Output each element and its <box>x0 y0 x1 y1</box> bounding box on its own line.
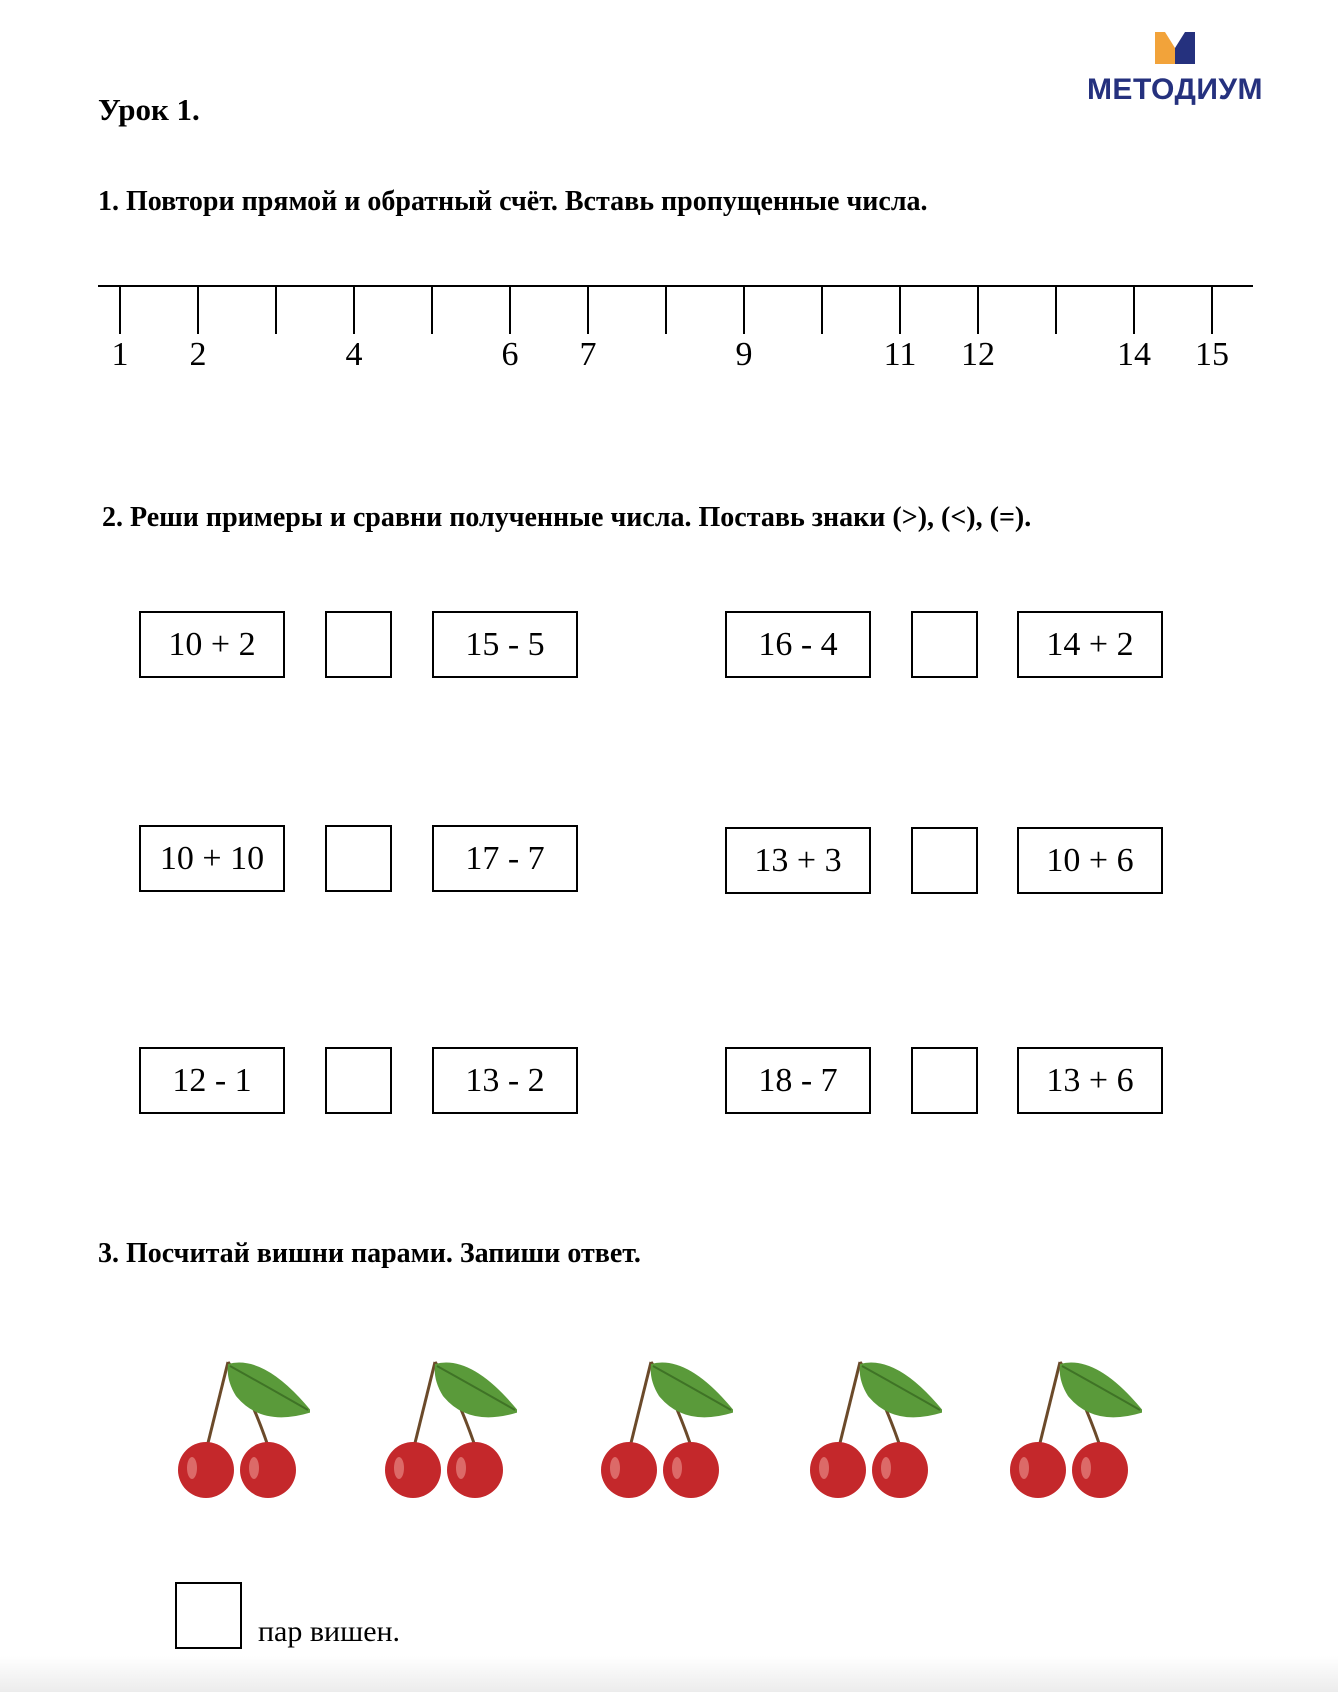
comparison-sign-box[interactable] <box>911 611 978 678</box>
tick-label: 14 <box>1117 336 1151 373</box>
comparison-sign-box[interactable] <box>911 1047 978 1114</box>
page-bottom-shadow <box>0 1656 1338 1692</box>
tick-label: 2 <box>189 336 207 373</box>
expression-box: 12 - 1 <box>139 1047 285 1114</box>
tick-label: 11 <box>883 336 917 373</box>
expression-box: 15 - 5 <box>432 611 578 678</box>
expression-box: 14 + 2 <box>1017 611 1163 678</box>
comparison-sign-box[interactable] <box>325 611 392 678</box>
comparison-sign-box[interactable] <box>325 1047 392 1114</box>
lesson-title: Урок 1. <box>98 92 200 127</box>
expression-box: 13 + 3 <box>725 827 871 894</box>
cherry-pair-icon <box>802 1348 942 1503</box>
task1-title: 1. Повтори прямой и обратный счёт. Вставь пропущенные числа. <box>98 186 928 217</box>
logo-text: МЕТОДИУМ <box>1086 73 1264 106</box>
answer-label: пар вишен. <box>258 1615 401 1648</box>
cherry-pair-icon <box>377 1348 517 1503</box>
tick-label: 1 <box>111 336 129 373</box>
comparison-sign-box[interactable] <box>911 827 978 894</box>
cherry-pair-icon <box>593 1348 733 1503</box>
expression-box: 17 - 7 <box>432 825 578 892</box>
expression-box: 10 + 6 <box>1017 827 1163 894</box>
tick-label: 9 <box>735 336 753 373</box>
answer-box[interactable] <box>175 1582 242 1649</box>
expression-box: 10 + 2 <box>139 611 285 678</box>
tick-label: 6 <box>501 336 519 373</box>
cherry-pair-icon <box>170 1348 310 1503</box>
tick-label: 12 <box>961 336 995 373</box>
expression-box: 10 + 10 <box>139 825 285 892</box>
expression-box: 16 - 4 <box>725 611 871 678</box>
task3-title: 3. Посчитай вишни парами. Запиши ответ. <box>98 1238 641 1269</box>
task2-title: 2. Реши примеры и сравни полученные числа. Поставь знаки (>), (<), (=). <box>102 502 1032 533</box>
expression-box: 18 - 7 <box>725 1047 871 1114</box>
tick-label: 7 <box>579 336 597 373</box>
expression-box: 13 + 6 <box>1017 1047 1163 1114</box>
comparison-sign-box[interactable] <box>325 825 392 892</box>
tick-label: 4 <box>345 336 363 373</box>
tick-label: 15 <box>1195 336 1229 373</box>
cherry-pair-icon <box>1002 1348 1142 1503</box>
expression-box: 13 - 2 <box>432 1047 578 1114</box>
